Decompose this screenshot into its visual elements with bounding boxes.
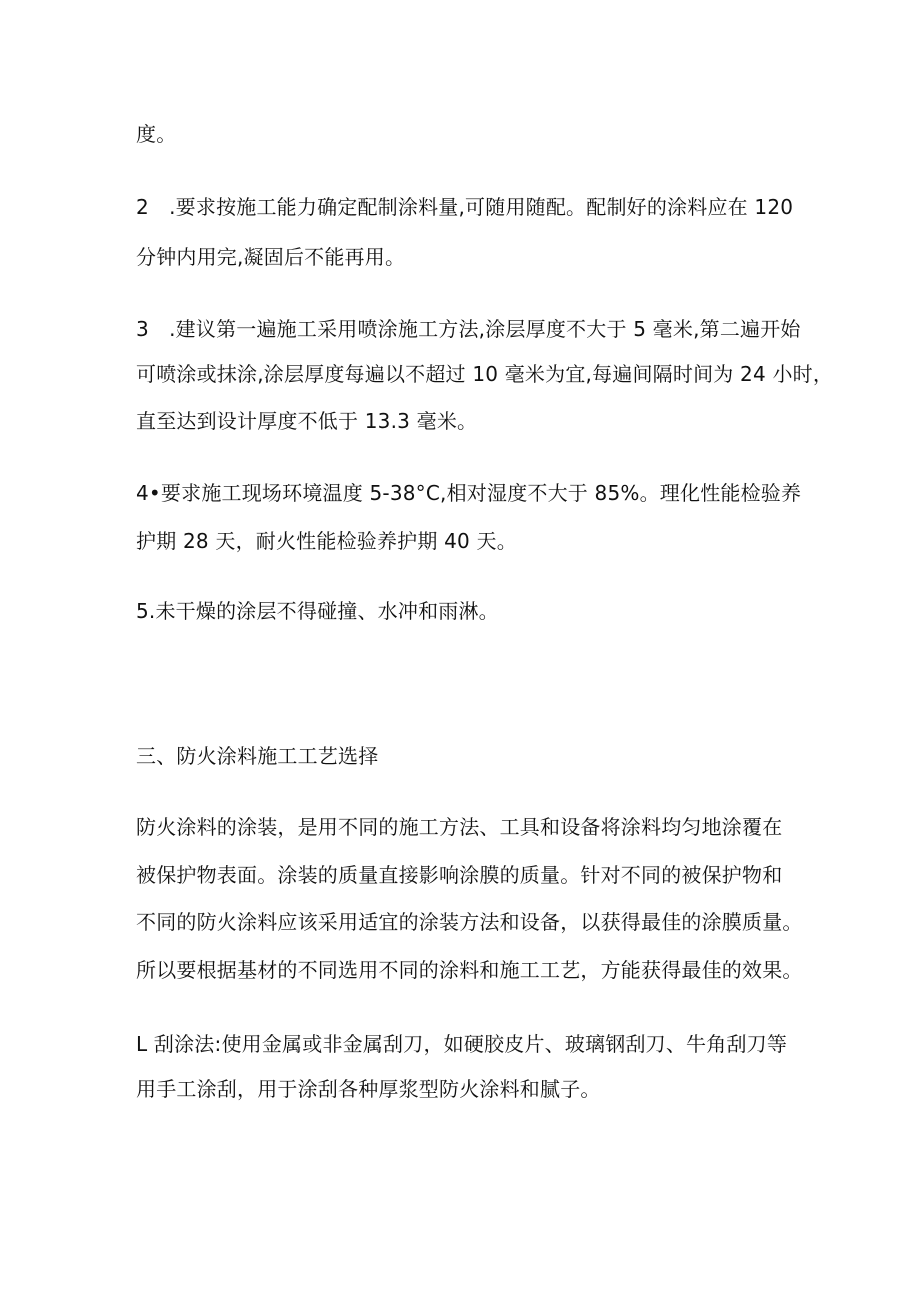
item-5-line-1: 5.未干燥的涂层不得碰撞、水冲和雨淋。 <box>136 599 499 623</box>
section-3-intro-line-1: 防火涂料的涂装，是用不同的施工方法、工具和设备将涂料均匀地涂覆在 <box>136 815 783 839</box>
item-4-line-1: 4•要求施工现场环境温度 5-38°C,相对湿度不大于 85%。理化性能检验养 <box>136 481 802 505</box>
method-1-line-2: 用手工涂刮，用于涂刮各种厚浆型防火涂料和腻子。 <box>136 1077 601 1101</box>
item-3-line-2: 可喷涂或抹涂,涂层厚度每遍以不超过 10 毫米为宜,每遍间隔时间为 24 小时， <box>136 362 834 386</box>
item-2-line-2: 分钟内用完,凝固后不能再用。 <box>136 245 406 269</box>
section-3-intro-line-2: 被保护物表面。涂装的质量直接影响涂膜的质量。针对不同的被保护物和 <box>136 863 783 887</box>
method-1-line-1: L 刮涂法:使用金属或非金属刮刀，如硬胶皮片、玻璃钢刮刀、牛角刮刀等 <box>136 1032 788 1056</box>
section-3-intro-line-3: 不同的防火涂料应该采用适宜的涂装方法和设备，以获得最佳的涂膜质量。 <box>136 910 803 934</box>
item-2-line-1: 2 .要求按施工能力确定配制涂料量,可随用随配。配制好的涂料应在 120 <box>136 195 794 219</box>
paragraph-continuation-line-1: 度。 <box>136 122 177 146</box>
item-4-line-2: 护期 28 天，耐火性能检验养护期 40 天。 <box>136 529 517 553</box>
section-3-heading: 三、防火涂料施工工艺选择 <box>136 744 379 768</box>
item-3-line-3: 直至达到设计厚度不低于 13.3 毫米。 <box>136 409 478 433</box>
section-3-intro-line-4: 所以要根据基材的不同选用不同的涂料和施工工艺，方能获得最佳的效果。 <box>136 958 803 982</box>
item-3-line-1: 3 .建议第一遍施工采用喷涂施工方法,涂层厚度不大于 5 毫米,第二遍开始 <box>136 317 801 341</box>
